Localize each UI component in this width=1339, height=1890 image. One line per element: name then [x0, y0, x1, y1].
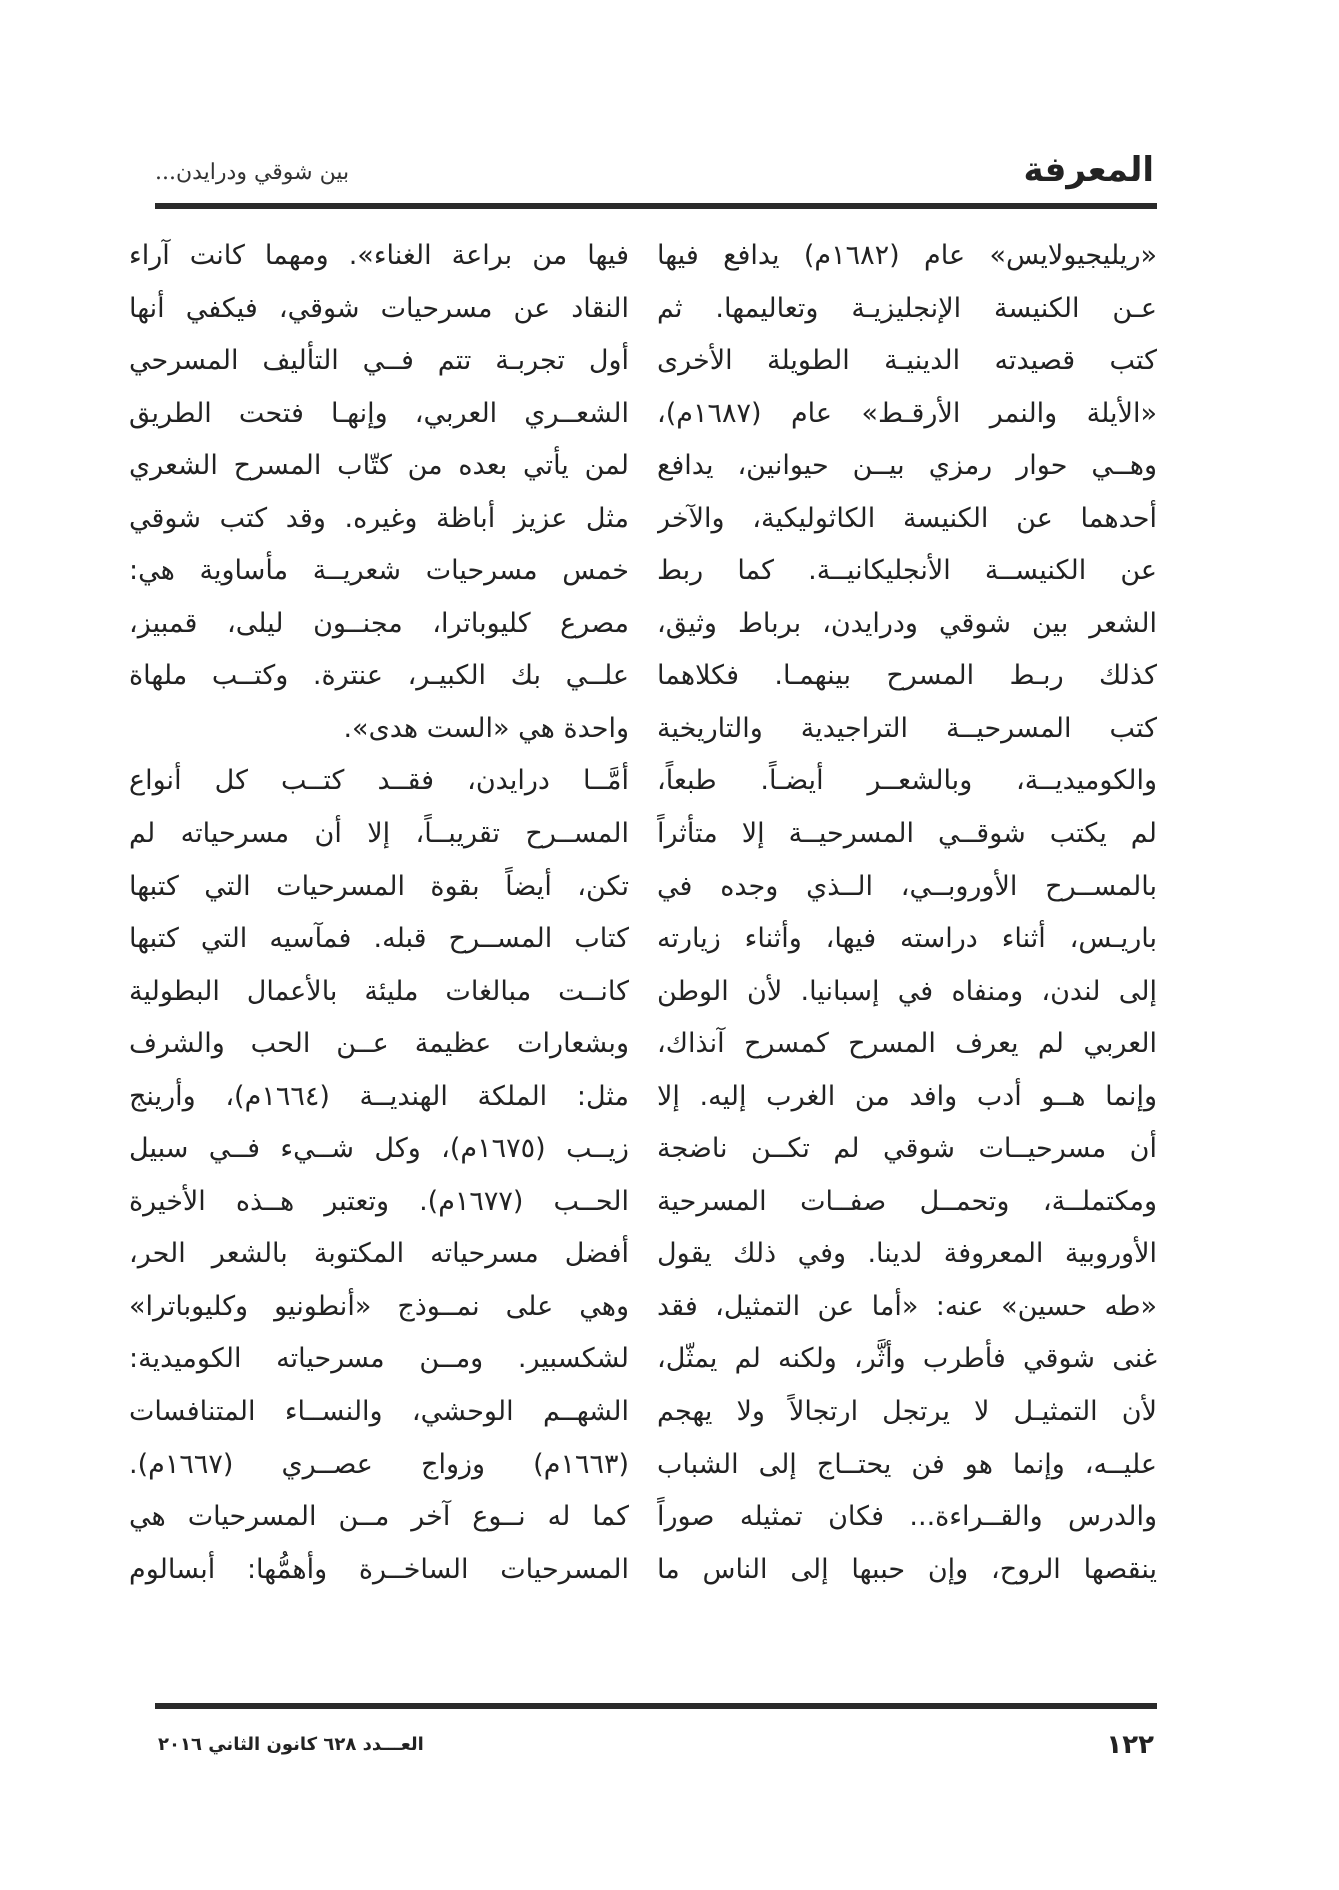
text-line: وهــي حوار رمزي بيــن حيوانين، يدافع [657, 450, 1157, 482]
text-line: لشكسبير. ومــن مسرحياته الكوميدية: [129, 1343, 629, 1375]
text-line: وبشعارات عظيمة عــن الحب والشرف [129, 1028, 629, 1060]
header-rule [155, 203, 1157, 209]
running-title: بين شوقي ودرايدن... [155, 160, 350, 185]
text-line: والدرس والقــراءة... فكان تمثيله صوراً [657, 1501, 1157, 1533]
text-line: ينقصها الروح، وإن حببها إلى الناس ما [657, 1553, 1157, 1585]
text-line: إلى لندن، ومنفاه في إسبانيا. لأن الوطن [657, 975, 1157, 1007]
issue-info: العـــدد ٦٢٨ كانون الثاني ٢٠١٦ [158, 1734, 424, 1755]
text-line: الأوروبية المعروفة لدينا. وفي ذلك يقول [657, 1238, 1157, 1270]
text-line: كذلك ربـط المسرح بينهمـا. فكلاهما [657, 660, 1157, 692]
text-line: (١٦٦٣م) وزواج عصــري (١٦٦٧م). [129, 1448, 629, 1480]
text-line: العربي لم يعرف المسرح كمسرح آنذاك، [657, 1028, 1157, 1060]
text-line: الشهــم الوحشي، والنســاء المتنافسات [129, 1396, 629, 1428]
text-line: لأن التمثيـل لا يرتجل ارتجالاً ولا يهجم [657, 1396, 1157, 1428]
text-line: والكوميديــة، وبالشعــر أيضـاً. طبعاً، [657, 765, 1157, 797]
text-line: أول تجربـة تتم فــي التأليف المسرحي [129, 345, 629, 377]
text-line: فيها من براعة الغناء». ومهما كانت آراء [129, 240, 629, 271]
text-line: وإنما هــو أدب وافد من الغرب إليه. إلا [657, 1080, 1157, 1112]
text-line: كتب المسرحيــة التراجيدية والتاريخية [657, 712, 1157, 744]
text-line: كانــت مبالغات مليئة بالأعمال البطولية [129, 975, 629, 1007]
page-number: ١٢٢ [1106, 1730, 1154, 1760]
text-line: النقاد عن مسرحيات شوقي، فيكفي أنها [129, 292, 629, 324]
text-line: الحــب (١٦٧٧م). وتعتبر هــذه الأخيرة [129, 1185, 629, 1217]
text-line: أفضل مسرحياته المكتوبة بالشعر الحر، [129, 1238, 629, 1270]
text-line: تكن، أيضاً بقوة المسرحيات التي كتبها [129, 870, 629, 902]
text-line: لم يكتب شوقــي المسرحيــة إلا متأثراً [657, 818, 1157, 850]
text-line: الشعر بين شوقي ودرايدن، برباط وثيق، [657, 607, 1157, 639]
text-line: المسرحيات الساخــرة وأهمُّها: أبسالوم [129, 1553, 629, 1585]
text-line: زيــب (١٦٧٥م)، وكل شــيء فــي سبيل [129, 1133, 629, 1165]
text-line: خمس مسرحيات شعريــة مأساوية هي: [129, 555, 629, 587]
magazine-logo: المعرفة [1023, 150, 1154, 190]
text-line: وهي على نمــوذج «أنطونيو وكليوباترا» [129, 1290, 629, 1322]
text-line: الشعــري العربي، وإنهـا فتحت الطريق [129, 397, 629, 429]
text-line: أمَّــا درايدن، فقــد كتــب كل أنواع [129, 765, 629, 797]
text-line: عن الكنيســة الأنجليكانيــة. كما ربط [657, 555, 1157, 587]
left-column [129, 230, 629, 1690]
text-line: مثل عزيز أباظة وغيره. وقد كتب شوقي [129, 502, 629, 534]
text-line: مصرع كليوباترا، مجنــون ليلى، قمبيز، [129, 607, 629, 639]
text-line: غنى شوقي فأطرب وأثَّر، ولكنه لم يمثّل، [657, 1343, 1157, 1375]
text-line: عـن الكنيسة الإنجليزيـة وتعاليمها. ثم [657, 292, 1157, 324]
text-line: مثل: الملكة الهنديــة (١٦٦٤م)، وأرينج [129, 1080, 629, 1112]
text-line: كما له نــوع آخر مــن المسرحيات هي [129, 1501, 629, 1533]
text-line: لمن يأتي بعده من كتّاب المسرح الشعري [129, 450, 629, 482]
text-line: المســرح تقريبــاً، إلا أن مسرحياته لم [129, 818, 629, 850]
text-line: عليــه، وإنما هو فن يحتــاج إلى الشباب [657, 1448, 1157, 1480]
text-line: علــي بك الكبيـر، عنترة. وكتــب ملهاة [129, 660, 629, 692]
text-line: أن مسرحيــات شوقي لم تكــن ناضجة [657, 1133, 1157, 1165]
text-line: «الأيلة والنمر الأرقـط» عام (١٦٨٧م)، [657, 397, 1157, 429]
text-line: باريـس، أثناء دراسته فيها، وأثناء زيارته [657, 923, 1157, 955]
text-line: كتاب المســرح قبله. فمآسيه التي كتبها [129, 923, 629, 955]
right-column [657, 230, 1157, 1690]
text-line: بالمســرح الأوروبــي، الــذي وجده في [657, 870, 1157, 902]
text-line: واحدة هي «الست هدى». [343, 712, 629, 744]
text-line: «ريليجيولايس» عام (١٦٨٢م) يدافع فيها [657, 240, 1157, 271]
text-line: ومكتملــة، وتحمــل صفــات المسرحية [657, 1185, 1157, 1217]
text-line: «طه حسين» عنه: «أما عن التمثيل، فقد [657, 1290, 1157, 1322]
text-line: كتب قصيدته الدينيـة الطويلة الأخرى [657, 345, 1157, 377]
footer-rule [155, 1703, 1157, 1709]
text-line: أحدهما عن الكنيسة الكاثوليكية، والآخر [657, 502, 1157, 534]
